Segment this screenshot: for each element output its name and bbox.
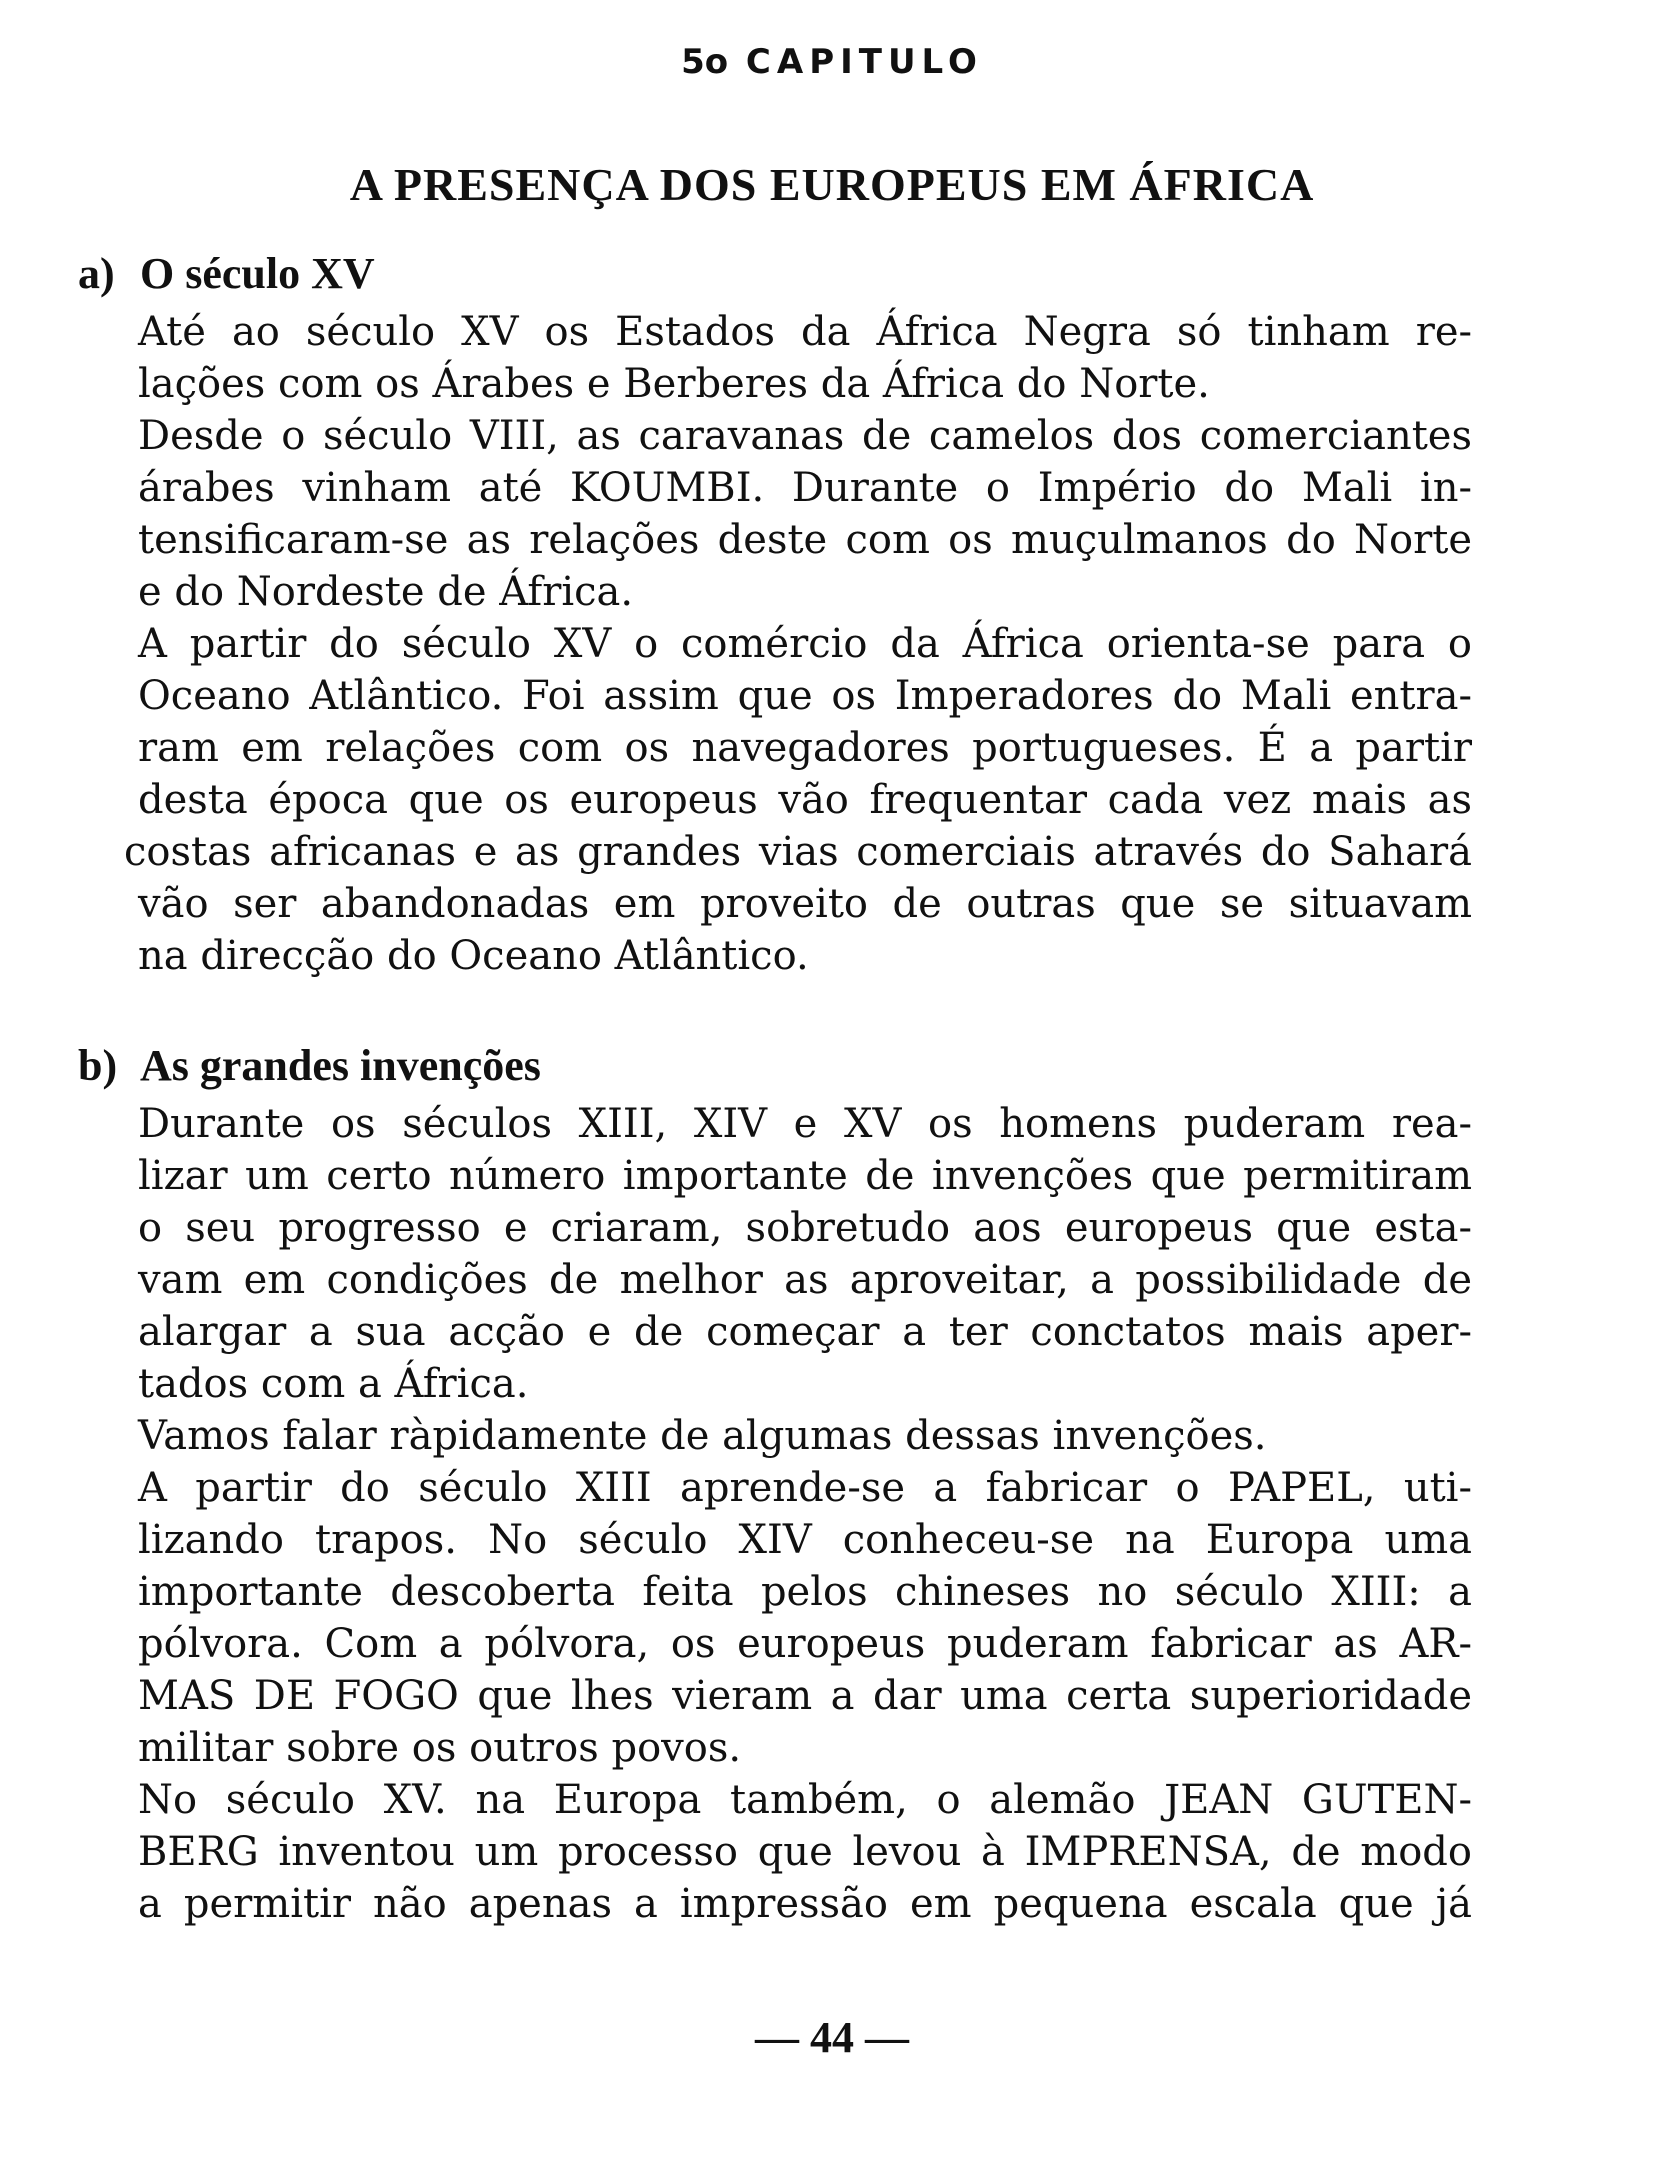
- section-b-line-6: tados com a África.: [138, 1361, 529, 1407]
- section-b-line-8: A partir do século XIII aprende-se a fabricar o PAPEL, uti-: [138, 1465, 1472, 1511]
- section-b-line-14: No século XV. na Europa também, o alemão JEAN GUTEN-: [138, 1777, 1472, 1823]
- section-b-line-1: Durante os séculos XIII, XIV e XV os homens puderam rea-: [138, 1101, 1472, 1147]
- section-a-line-11: costas africanas e as grandes vias comerciais através do Sahará: [124, 829, 1472, 875]
- section-b-heading: [78, 1040, 541, 1091]
- section-b-title: As grandes invenções: [140, 1041, 541, 1090]
- section-a-marker: a): [78, 249, 115, 298]
- chapter-label: CAPITULO: [745, 42, 983, 82]
- page-title: A PRESENÇA DOS EUROPEUS EM ÁFRICA: [349, 159, 1315, 210]
- section-a-line-12: vão ser abandonadas em proveito de outras que se situavam: [138, 881, 1472, 927]
- section-a-line-3: Desde o século VIII, as caravanas de camelos dos comerciantes: [138, 413, 1472, 459]
- section-a-line-7: A partir do século XV o comércio da África orienta-se para o: [138, 621, 1472, 667]
- section-b-marker: b): [78, 1041, 118, 1090]
- section-a-line-10: desta época que os europeus vão frequentar cada vez mais as: [138, 777, 1472, 823]
- section-b-line-10: importante descoberta feita pelos chineses no século XIII: a: [138, 1569, 1472, 1615]
- section-a-line-4: árabes vinham até KOUMBI. Durante o Império do Mali in-: [138, 465, 1472, 511]
- section-a-line-13: na direcção do Oceano Atlântico.: [138, 933, 809, 979]
- page-number: — 44 —: [755, 2013, 909, 2062]
- section-b-line-9: lizando trapos. No século XIV conheceu-se na Europa uma: [138, 1517, 1472, 1563]
- section-a-line-2: lações com os Árabes e Berberes da África do Norte.: [138, 361, 1210, 407]
- section-b-line-12: MAS DE FOGO que lhes vieram a dar uma certa superioridade: [138, 1673, 1472, 1719]
- section-a-line-1: Até ao século XV os Estados da África Negra só tinham re-: [138, 309, 1472, 355]
- section-a-line-6: e do Nordeste de África.: [138, 569, 634, 615]
- section-b-line-11: pólvora. Com a pólvora, os europeus puderam fabricar as AR-: [138, 1621, 1472, 1667]
- section-a-line-9: ram em relações com os navegadores portugueses. É a partir: [138, 725, 1472, 771]
- section-b-line-2: lizar um certo número importante de invenções que permitiram: [138, 1153, 1472, 1199]
- section-a-line-5: tensificaram-se as relações deste com os muçulmanos do Norte: [138, 517, 1472, 563]
- section-b-line-7: Vamos falar ràpidamente de algumas dessas invenções.: [138, 1413, 1267, 1459]
- chapter-header: [0, 42, 1664, 82]
- section-b-line-15: BERG inventou um processo que levou à IMPRENSA, de modo: [138, 1829, 1472, 1875]
- section-b-line-13: militar sobre os outros povos.: [138, 1725, 742, 1771]
- section-b-line-4: vam em condições de melhor as aproveitar, a possibilidade de: [138, 1257, 1472, 1303]
- section-a-line-8: Oceano Atlântico. Foi assim que os Imperadores do Mali entra-: [138, 673, 1472, 719]
- section-b-line-5: alargar a sua acção e de começar a ter conctatos mais aper-: [138, 1309, 1472, 1355]
- section-a-heading: [78, 248, 375, 299]
- section-b-line-16: a permitir não apenas a impressão em pequena escala que já: [138, 1881, 1472, 1927]
- section-a-title: O século XV: [140, 249, 375, 298]
- chapter-number: 5o: [681, 42, 729, 82]
- section-b-line-3: o seu progresso e criaram, sobretudo aos europeus que esta-: [138, 1205, 1472, 1251]
